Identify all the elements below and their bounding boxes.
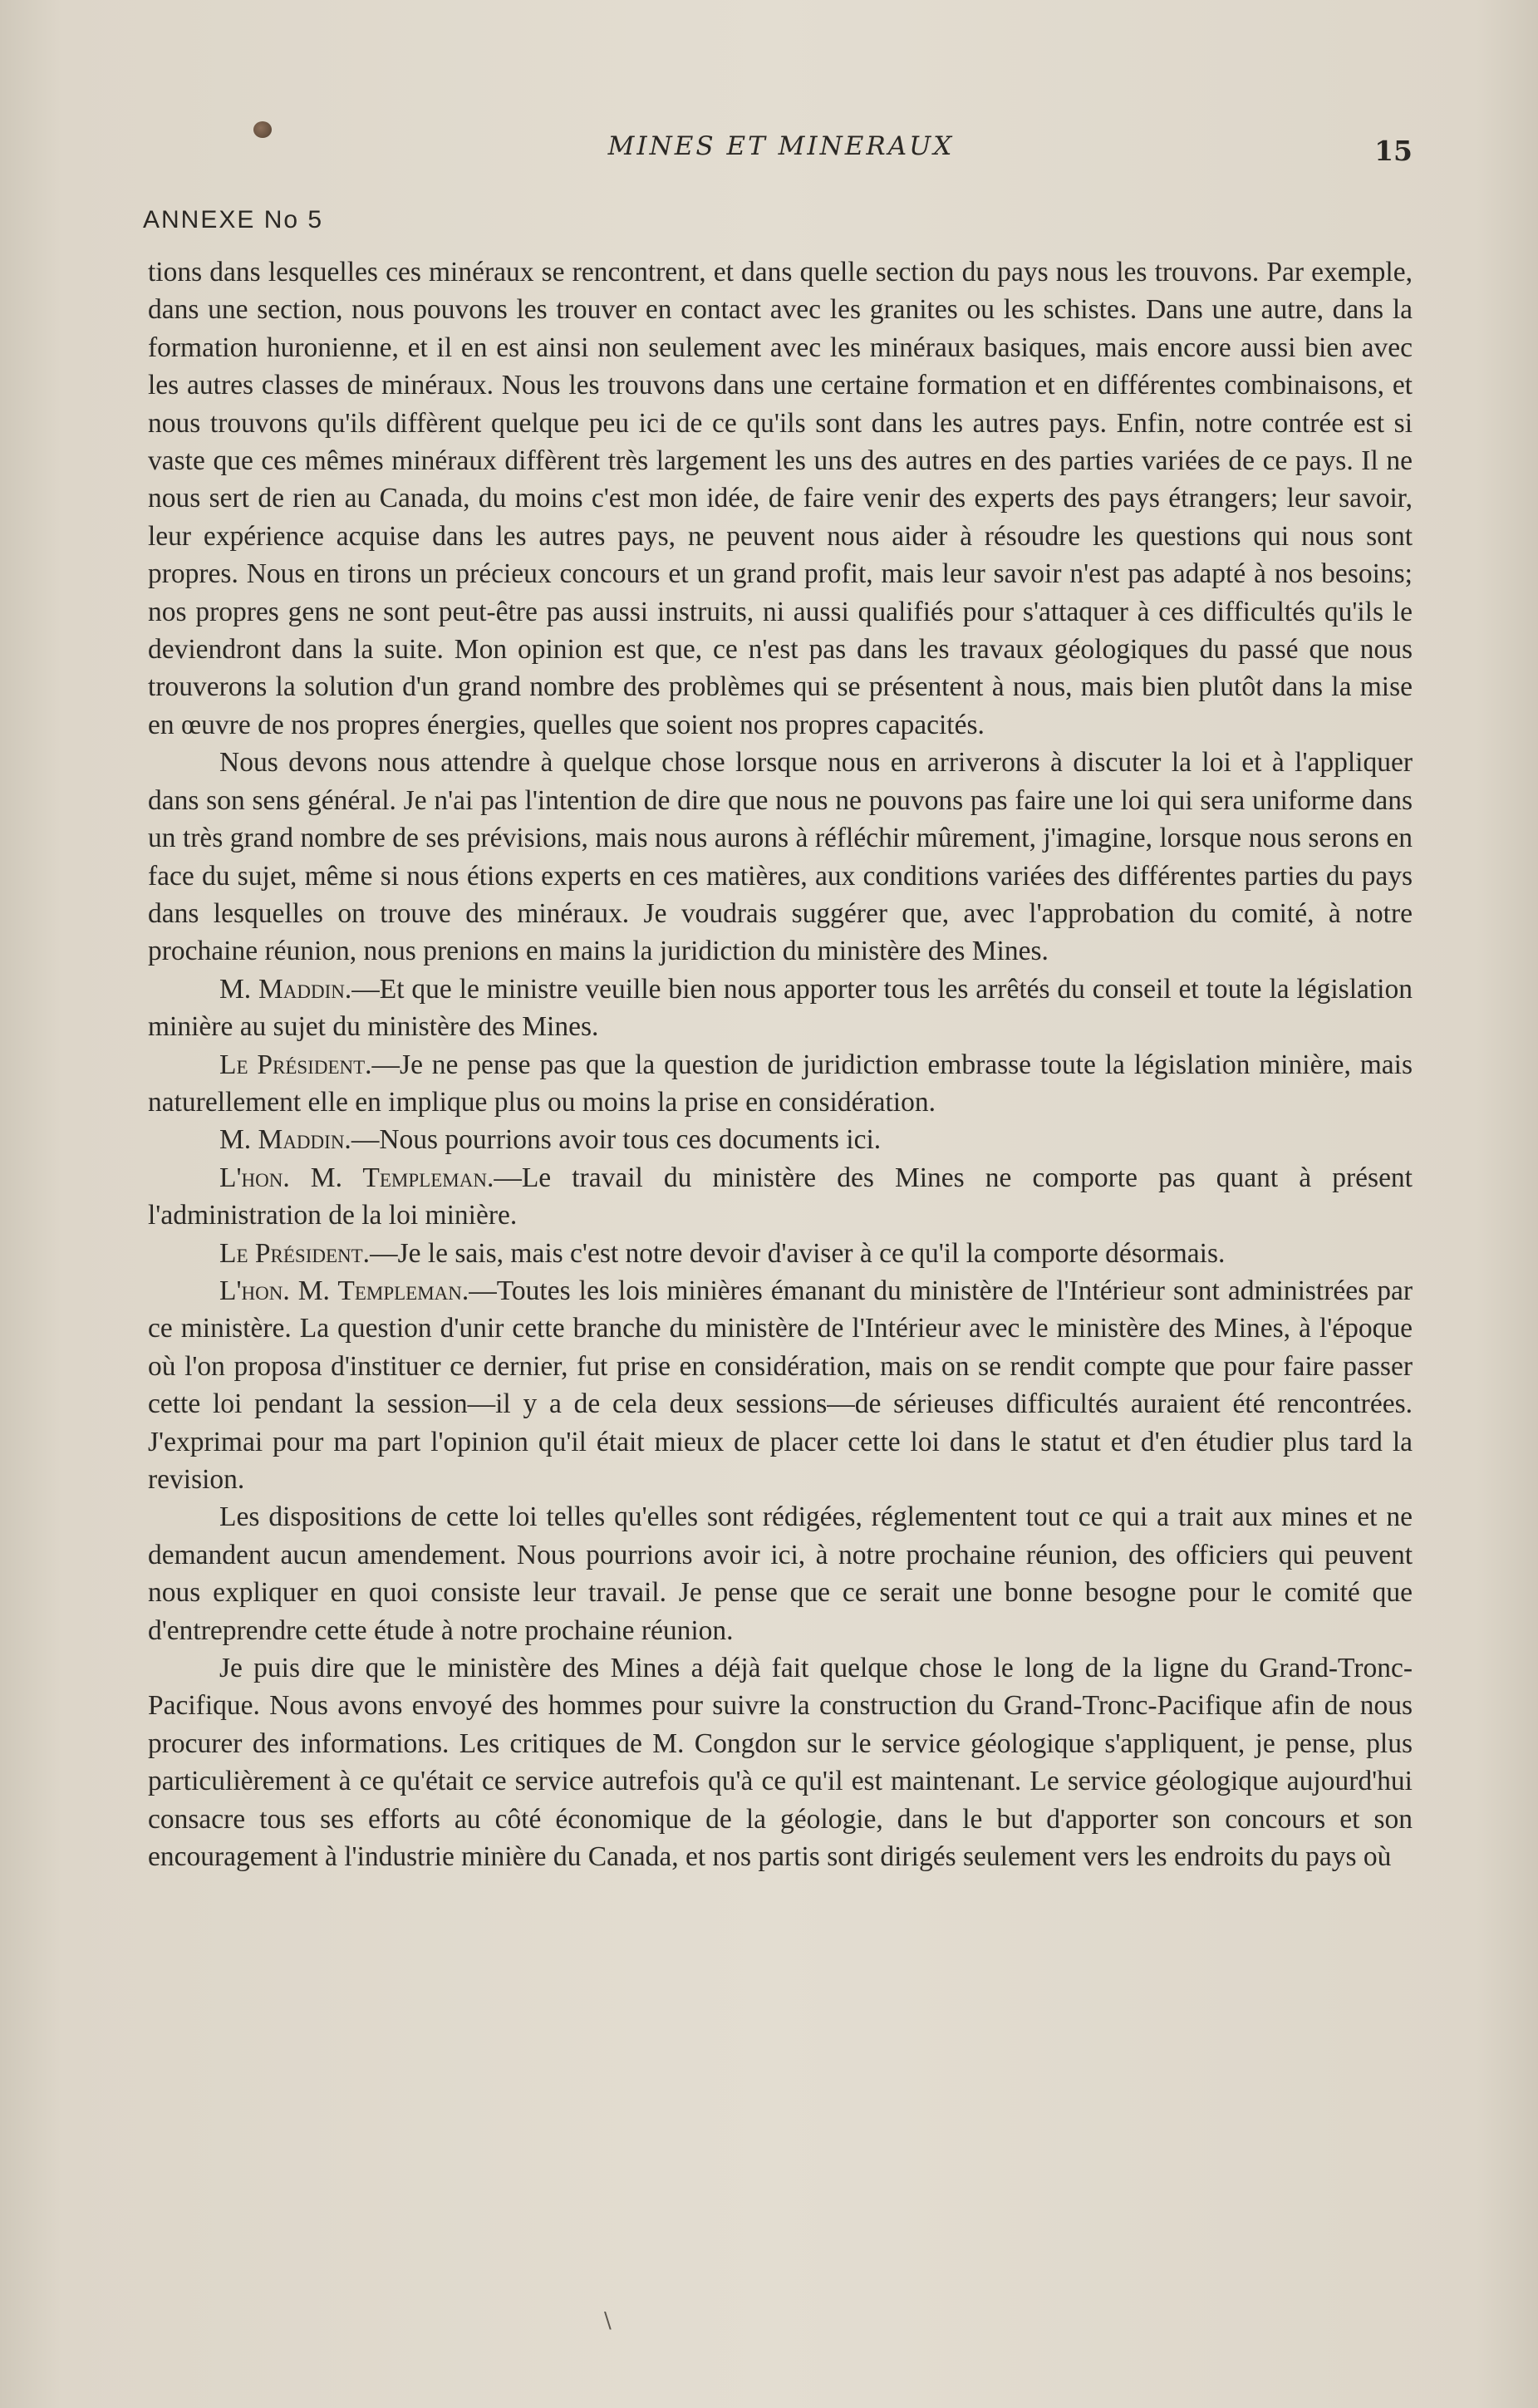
speaker-name: M. Maddin. xyxy=(219,1124,351,1156)
speaker-name: Le Président. xyxy=(219,1049,372,1080)
speaker-name: Le Président. xyxy=(219,1237,371,1269)
binding-hole-mark xyxy=(253,121,272,138)
dialogue-paragraph: Le Président.—Je ne pense pas que la question de juridiction embrasse toute la législation minière, mais naturellement elle en implique plus ou moins la prise en considération. xyxy=(148,1049,1413,1118)
dialogue-paragraph: Le Président.—Je le sais, mais c'est notre devoir d'aviser à ce qu'il la comporte désormais. xyxy=(219,1237,1226,1269)
speaker-name: L'hon. M. Templeman. xyxy=(219,1162,494,1193)
running-title: MINES ET MINERAUX xyxy=(607,131,955,161)
paragraph: Je puis dire que le ministère des Mines a déjà fait quelque chose le long de la ligne du Grand-Tronc-Pacifique. Nous avons envoyé des hommes pour suivre la construction du Grand-Tronc-Pacifique afin de nous procurer des informations. Les critiques de M. Congdon sur le service géologique s'appliquent, je pense, plus particulièrement à ce qu'était ce service autrefois qu'à ce qu'il est maintenant. Le service géologique aujourd'hui consacre tous ses efforts au côté économique de la géologie, dans le but d'apporter son concours et son encouragement à l'industrie minière du Canada, et nos partis sont dirigés seulement vers les endroits du pays où xyxy=(148,1653,1413,1873)
paragraph: tions dans lesquelles ces minéraux se rencontrent, et dans quelle section du pays nous les trouvons. Par exemple, dans une section, nous pouvons les trouver en contact avec les granites ou les schistes. Dans une autre, dans la formation huronienne, et il en est ainsi non seulement avec les minéraux basiques, mais encore aussi bien avec les autres classes de minéraux. Nous les trouvons dans une certaine formation et en différentes combinaisons, et nous trouvons qu'ils diffèrent quelque peu ici de ce qu'ils sont dans les autres pays. Enfin, notre contrée est si vaste que ces mêmes minéraux diffèrent très largement les uns des autres en des parties variées de ce pays. Il ne nous sert de rien au Canada, du moins c'est mon idée, de faire venir des experts des pays étrangers; leur savoir, leur expérience acquise dans les autres pays, ne peuvent nous aider à résoudre les questions qui nous sont propres. Nous en tirons un précieux concours et un grand profit, mais leur savoir n'est pas adapté à nos besoins; nos propres gens ne sont peut-être pas aussi instruits, ni aussi qualifiés pour s'attaquer à ces difficultés qu'ils le deviendront dans la suite. Mon opinion est que, ce n'est pas dans les travaux géologiques du passé que nous trouverons la solution d'un grand nombre des problèmes qui se présentent à nous, mais bien plutôt dans la mise en œuvre de nos propres énergies, quelles que soient nos propres capacités. xyxy=(148,257,1413,740)
dialogue-paragraph: L'hon. M. Templeman.—Toutes les lois minières émanant du ministère de l'Intérieur sont administrées par ce ministère. La question d'unir cette branche du ministère de l'Intérieur avec le ministère des Mines, à l'époque où l'on proposa d'instituer ce dernier, fut prise en considération, mais on se rendit compte que pour faire passer cette loi pendant la session—il y a de cela deux sessions—de sérieuses difficultés auraient été rencontrées. J'exprimai pour ma part l'opinion qu'il était mieux de placer cette loi dans le statut et d'en étudier plus tard la revision. xyxy=(148,1275,1413,1495)
page-number: 15 xyxy=(1374,135,1413,167)
speaker-name: M. Maddin. xyxy=(219,973,352,1005)
dialogue-paragraph: L'hon. M. Templeman.—Le travail du ministère des Mines ne comporte pas quant à présent l'administration de la loi minière. xyxy=(148,1162,1413,1231)
annex-label: ANNEXE No 5 xyxy=(143,206,324,233)
body-text xyxy=(148,253,1413,1875)
speaker-name: L'hon. M. Templeman. xyxy=(219,1275,469,1306)
stray-mark: \ xyxy=(604,2308,612,2333)
dialogue-paragraph: M. Maddin.—Et que le ministre veuille bien nous apporter tous les arrêtés du conseil et toute la législation minière au sujet du ministère des Mines. xyxy=(148,973,1413,1043)
paragraph: Les dispositions de cette loi telles qu'elles sont rédigées, réglementent tout ce qui a trait aux mines et ne demandent aucun amendement. Nous pourrions avoir ici, à notre prochaine réunion, des officiers qui peuvent nous expliquer en quoi consiste leur travail. Je pense que ce serait une bonne besogne pour le comité que d'entreprendre cette étude à notre prochaine réunion. xyxy=(148,1501,1413,1646)
dialogue-paragraph: M. Maddin.—Nous pourrions avoir tous ces documents ici. xyxy=(219,1124,882,1156)
paragraph: Nous devons nous attendre à quelque chose lorsque nous en arriverons à discuter la loi et à l'appliquer dans son sens général. Je n'ai pas l'intention de dire que nous ne pouvons pas faire une loi qui sera uniforme dans un très grand nombre de ses prévisions, mais nous aurons à réfléchir mûrement, j'imagine, lorsque nous serons en face du sujet, même si nous étions experts en ces matières, aux conditions variées des différentes parties du pays dans lesquelles on trouve des minéraux. Je voudrais suggérer que, avec l'approbation du comité, à notre prochaine réunion, nous prenions en mains la juridiction du ministère des Mines. xyxy=(148,747,1413,967)
